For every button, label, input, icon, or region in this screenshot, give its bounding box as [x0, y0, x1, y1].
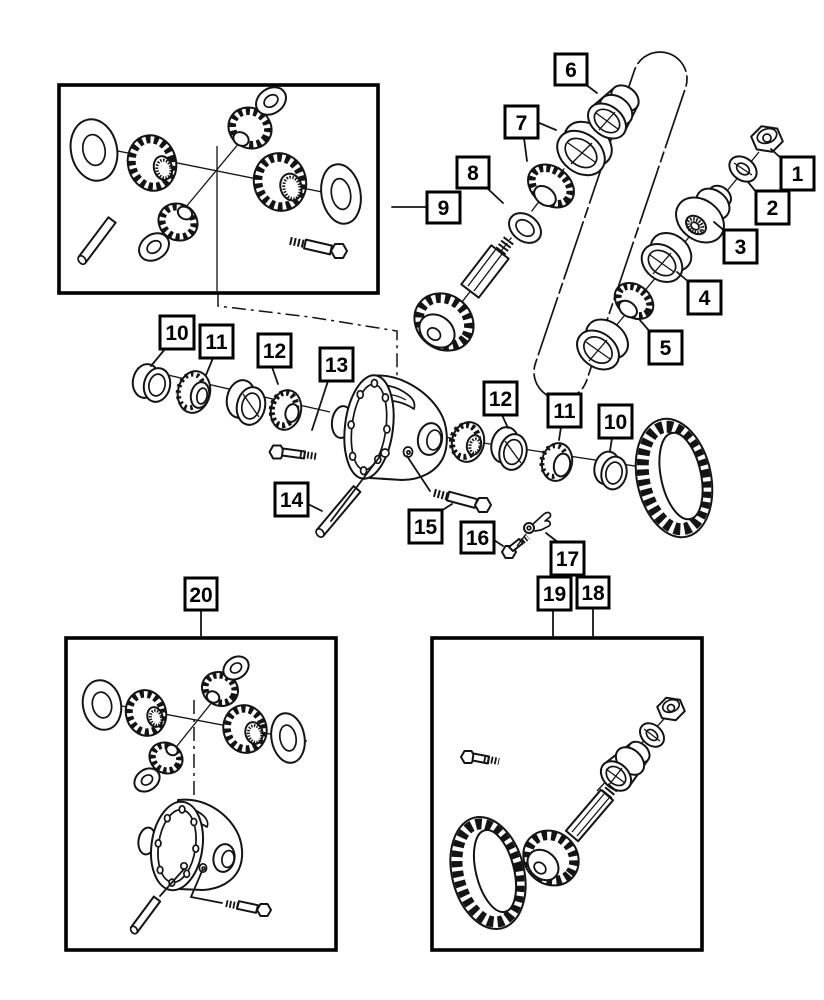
pinion-nut — [751, 126, 783, 152]
side-gear-hub — [267, 387, 305, 432]
callout-2[interactable] — [756, 191, 789, 224]
bearing-shim — [591, 449, 629, 491]
callout-4[interactable] — [688, 281, 721, 314]
callout-label: 2 — [766, 197, 779, 220]
pinion-nut — [657, 697, 685, 720]
pinion-spacer — [595, 738, 654, 797]
callout-label: 8 — [467, 162, 479, 185]
pin-bolt — [226, 901, 271, 916]
thrust-washer — [65, 115, 123, 185]
callout-label: 13 — [324, 354, 349, 377]
cross-shaft-pin — [77, 217, 116, 265]
inset-ring-and-pinion — [432, 638, 702, 950]
callout-label: 15 — [413, 516, 438, 539]
callout-label: 17 — [555, 548, 580, 571]
pin-bolt — [290, 240, 347, 258]
callout-12-left[interactable] — [258, 334, 291, 367]
differential-bearing-cone — [538, 440, 575, 483]
differential-case — [330, 372, 447, 481]
callout-5[interactable] — [649, 331, 682, 364]
differential-bearing-cone — [174, 368, 214, 416]
lock-finger-clip — [524, 513, 551, 533]
side-gear — [218, 700, 272, 757]
thrust-washer — [267, 711, 308, 766]
callout-label: 12 — [262, 340, 287, 363]
differential-bearing-cup — [488, 425, 530, 473]
inset-internal-gear-kit-bottom — [66, 638, 336, 950]
ring-gear — [439, 809, 536, 937]
callout-10-right[interactable] — [599, 405, 632, 438]
callout-label: 1 — [791, 163, 804, 186]
callout-label: 10 — [603, 411, 628, 434]
callout-label: 6 — [565, 59, 577, 82]
differential-case — [137, 798, 242, 893]
callout-label: 7 — [515, 112, 528, 135]
callout-16[interactable] — [461, 522, 494, 553]
side-gear — [122, 130, 183, 197]
ring-gear — [625, 412, 722, 545]
side-gear — [121, 686, 172, 741]
cross-shaft-pin — [129, 897, 160, 935]
callout-3[interactable] — [724, 230, 757, 263]
callout-label: 3 — [734, 236, 747, 259]
bearing-shim — [130, 362, 174, 405]
pinion-shaft-assembly — [403, 52, 783, 399]
callout-label: 18 — [581, 582, 605, 605]
callout-label: 12 — [488, 388, 513, 411]
callout-label: 4 — [698, 287, 711, 310]
side-gear — [247, 147, 312, 216]
callout-10-left[interactable] — [160, 316, 194, 349]
differential-bearing-cup — [223, 378, 268, 428]
callout-19[interactable] — [538, 577, 571, 610]
callout-6[interactable] — [555, 54, 587, 85]
callout-1[interactable] — [781, 157, 814, 190]
callout-label: 20 — [189, 584, 213, 607]
centerline — [78, 143, 352, 198]
callout-label: 9 — [437, 197, 450, 220]
callout-8[interactable] — [457, 157, 489, 188]
callout-label: 19 — [542, 583, 567, 606]
callout-label: 5 — [659, 337, 672, 360]
callout-18[interactable] — [577, 577, 609, 608]
callout-label: 14 — [279, 489, 304, 512]
side-gear-hub — [448, 419, 488, 465]
drive-pinion-gear — [403, 240, 509, 362]
callout-label: 11 — [553, 400, 576, 423]
inset-internal-gear-kit-top — [59, 82, 378, 293]
callout-7[interactable] — [505, 106, 538, 138]
callout-12-right[interactable] — [484, 382, 517, 415]
lock-screw — [502, 537, 528, 558]
callout-9[interactable] — [427, 192, 460, 223]
callout-label: 11 — [205, 331, 228, 354]
drive-pinion-gear — [512, 787, 613, 897]
ring-gear-bolt — [461, 751, 499, 764]
callout-13[interactable] — [320, 348, 353, 381]
callout-11-right[interactable] — [548, 394, 581, 427]
thrust-washer — [317, 161, 366, 227]
thrust-washer — [78, 677, 126, 734]
ring-gear-bolt — [270, 446, 318, 459]
callout-label: 16 — [465, 527, 490, 550]
callout-14[interactable] — [275, 483, 308, 516]
callout-20[interactable] — [185, 578, 217, 610]
callout-15[interactable] — [409, 510, 442, 543]
callout-label: 10 — [165, 322, 189, 345]
callout-17[interactable] — [551, 542, 584, 575]
callout-11-left[interactable] — [200, 325, 233, 358]
